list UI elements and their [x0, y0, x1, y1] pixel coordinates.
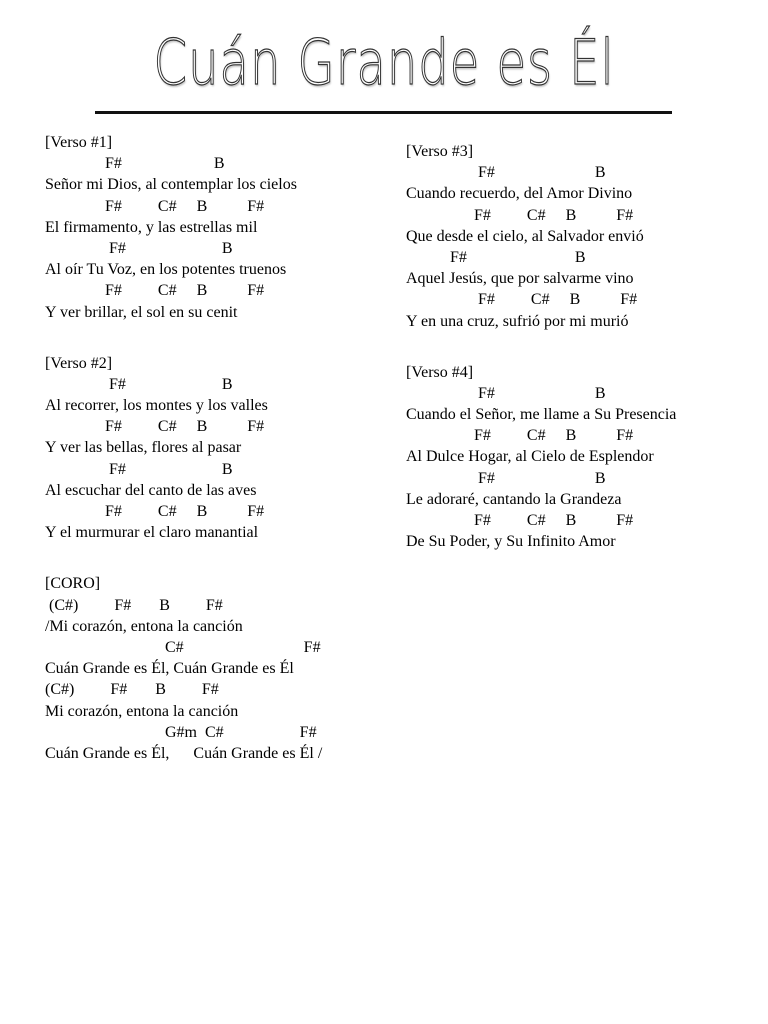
chord-line: F# C# B F#	[406, 291, 638, 309]
chord-line: F# C# B F#	[406, 206, 634, 224]
lyric-line: Cuando el Señor, me llame a Su Presencia	[406, 406, 677, 424]
chord-line: F# C# B F#	[406, 512, 634, 529]
song-title: Cuán Grande es Él	[153, 26, 615, 99]
song-section	[45, 353, 405, 544]
chord-line: F# B	[45, 155, 225, 173]
section-heading: [Verso #2]	[45, 354, 113, 372]
chord-line: F# C# B F#	[45, 197, 265, 215]
chord-line: F# C# B F#	[45, 418, 265, 436]
lyric-line: Aquel Jesús, que por salvarme vino	[406, 270, 634, 288]
lyric-line: El firmamento, y las estrellas mil	[45, 218, 258, 236]
section-heading: [Verso #3]	[406, 143, 474, 160]
lyric-line: Y ver las bellas, flores al pasar	[45, 439, 242, 457]
lyric-line: Le adoraré, cantando la Grandeza	[406, 490, 622, 508]
lyric-line: Cuán Grande es Él, Cuán Grande es Él /	[45, 744, 323, 762]
lyric-line: Cuán Grande es Él, Cuán Grande es Él	[45, 660, 294, 678]
chord-line: F# C# B F#	[45, 503, 265, 520]
chord-line: F# C# B F#	[406, 427, 634, 445]
lyric-line: Y ver brillar, el sol en su cenit	[45, 303, 238, 321]
chord-line: F# B	[45, 239, 233, 257]
right-column	[406, 141, 766, 582]
lyric-line: Que desde el cielo, al Salvador envió	[406, 227, 644, 245]
section-heading: [Verso #4]	[406, 363, 474, 381]
song-section	[406, 141, 766, 332]
chord-line: C# F#	[45, 638, 321, 656]
chord-line: F# B	[406, 469, 606, 487]
chord-line: (C#) F# B F#	[45, 681, 219, 699]
left-column	[45, 132, 405, 794]
lyric-line: Y el murmurar el claro manantial	[45, 524, 259, 542]
lyric-line: De Su Poder, y Su Infinito Amor	[406, 533, 616, 551]
lyric-line: Al escuchar del canto de las aves	[45, 481, 257, 499]
chord-line: F# C# B F#	[45, 282, 265, 300]
song-section	[406, 362, 766, 553]
song-section	[45, 132, 405, 323]
lyric-line: Al oír Tu Voz, en los potentes truenos	[45, 261, 287, 279]
lyric-line: Mi corazón, entona la canción	[45, 702, 239, 720]
chord-line: F# B	[45, 460, 233, 478]
song-section	[45, 573, 405, 764]
lyric-line: Señor mi Dios, al contemplar los cielos	[45, 176, 297, 194]
lyric-line: Al recorrer, los montes y los valles	[45, 397, 268, 415]
chord-line: F# B	[406, 384, 606, 402]
lyric-line: Al Dulce Hogar, al Cielo de Esplendor	[406, 448, 654, 466]
title-underline	[95, 111, 672, 114]
chord-line: G#m C# F#	[45, 723, 317, 741]
lyric-line: /Mi corazón, entona la canción	[45, 617, 243, 635]
section-heading: [CORO]	[45, 575, 101, 593]
chord-line: F# B	[45, 375, 233, 393]
lyric-line: Cuando recuerdo, del Amor Divino	[406, 185, 633, 203]
chord-line: (C#) F# B F#	[45, 596, 223, 614]
lyric-line: Y en una cruz, sufrió por mi murió	[406, 312, 629, 330]
chord-line: F# B	[406, 164, 606, 182]
section-heading: [Verso #1]	[45, 134, 113, 151]
chord-line: F# B	[406, 248, 586, 266]
